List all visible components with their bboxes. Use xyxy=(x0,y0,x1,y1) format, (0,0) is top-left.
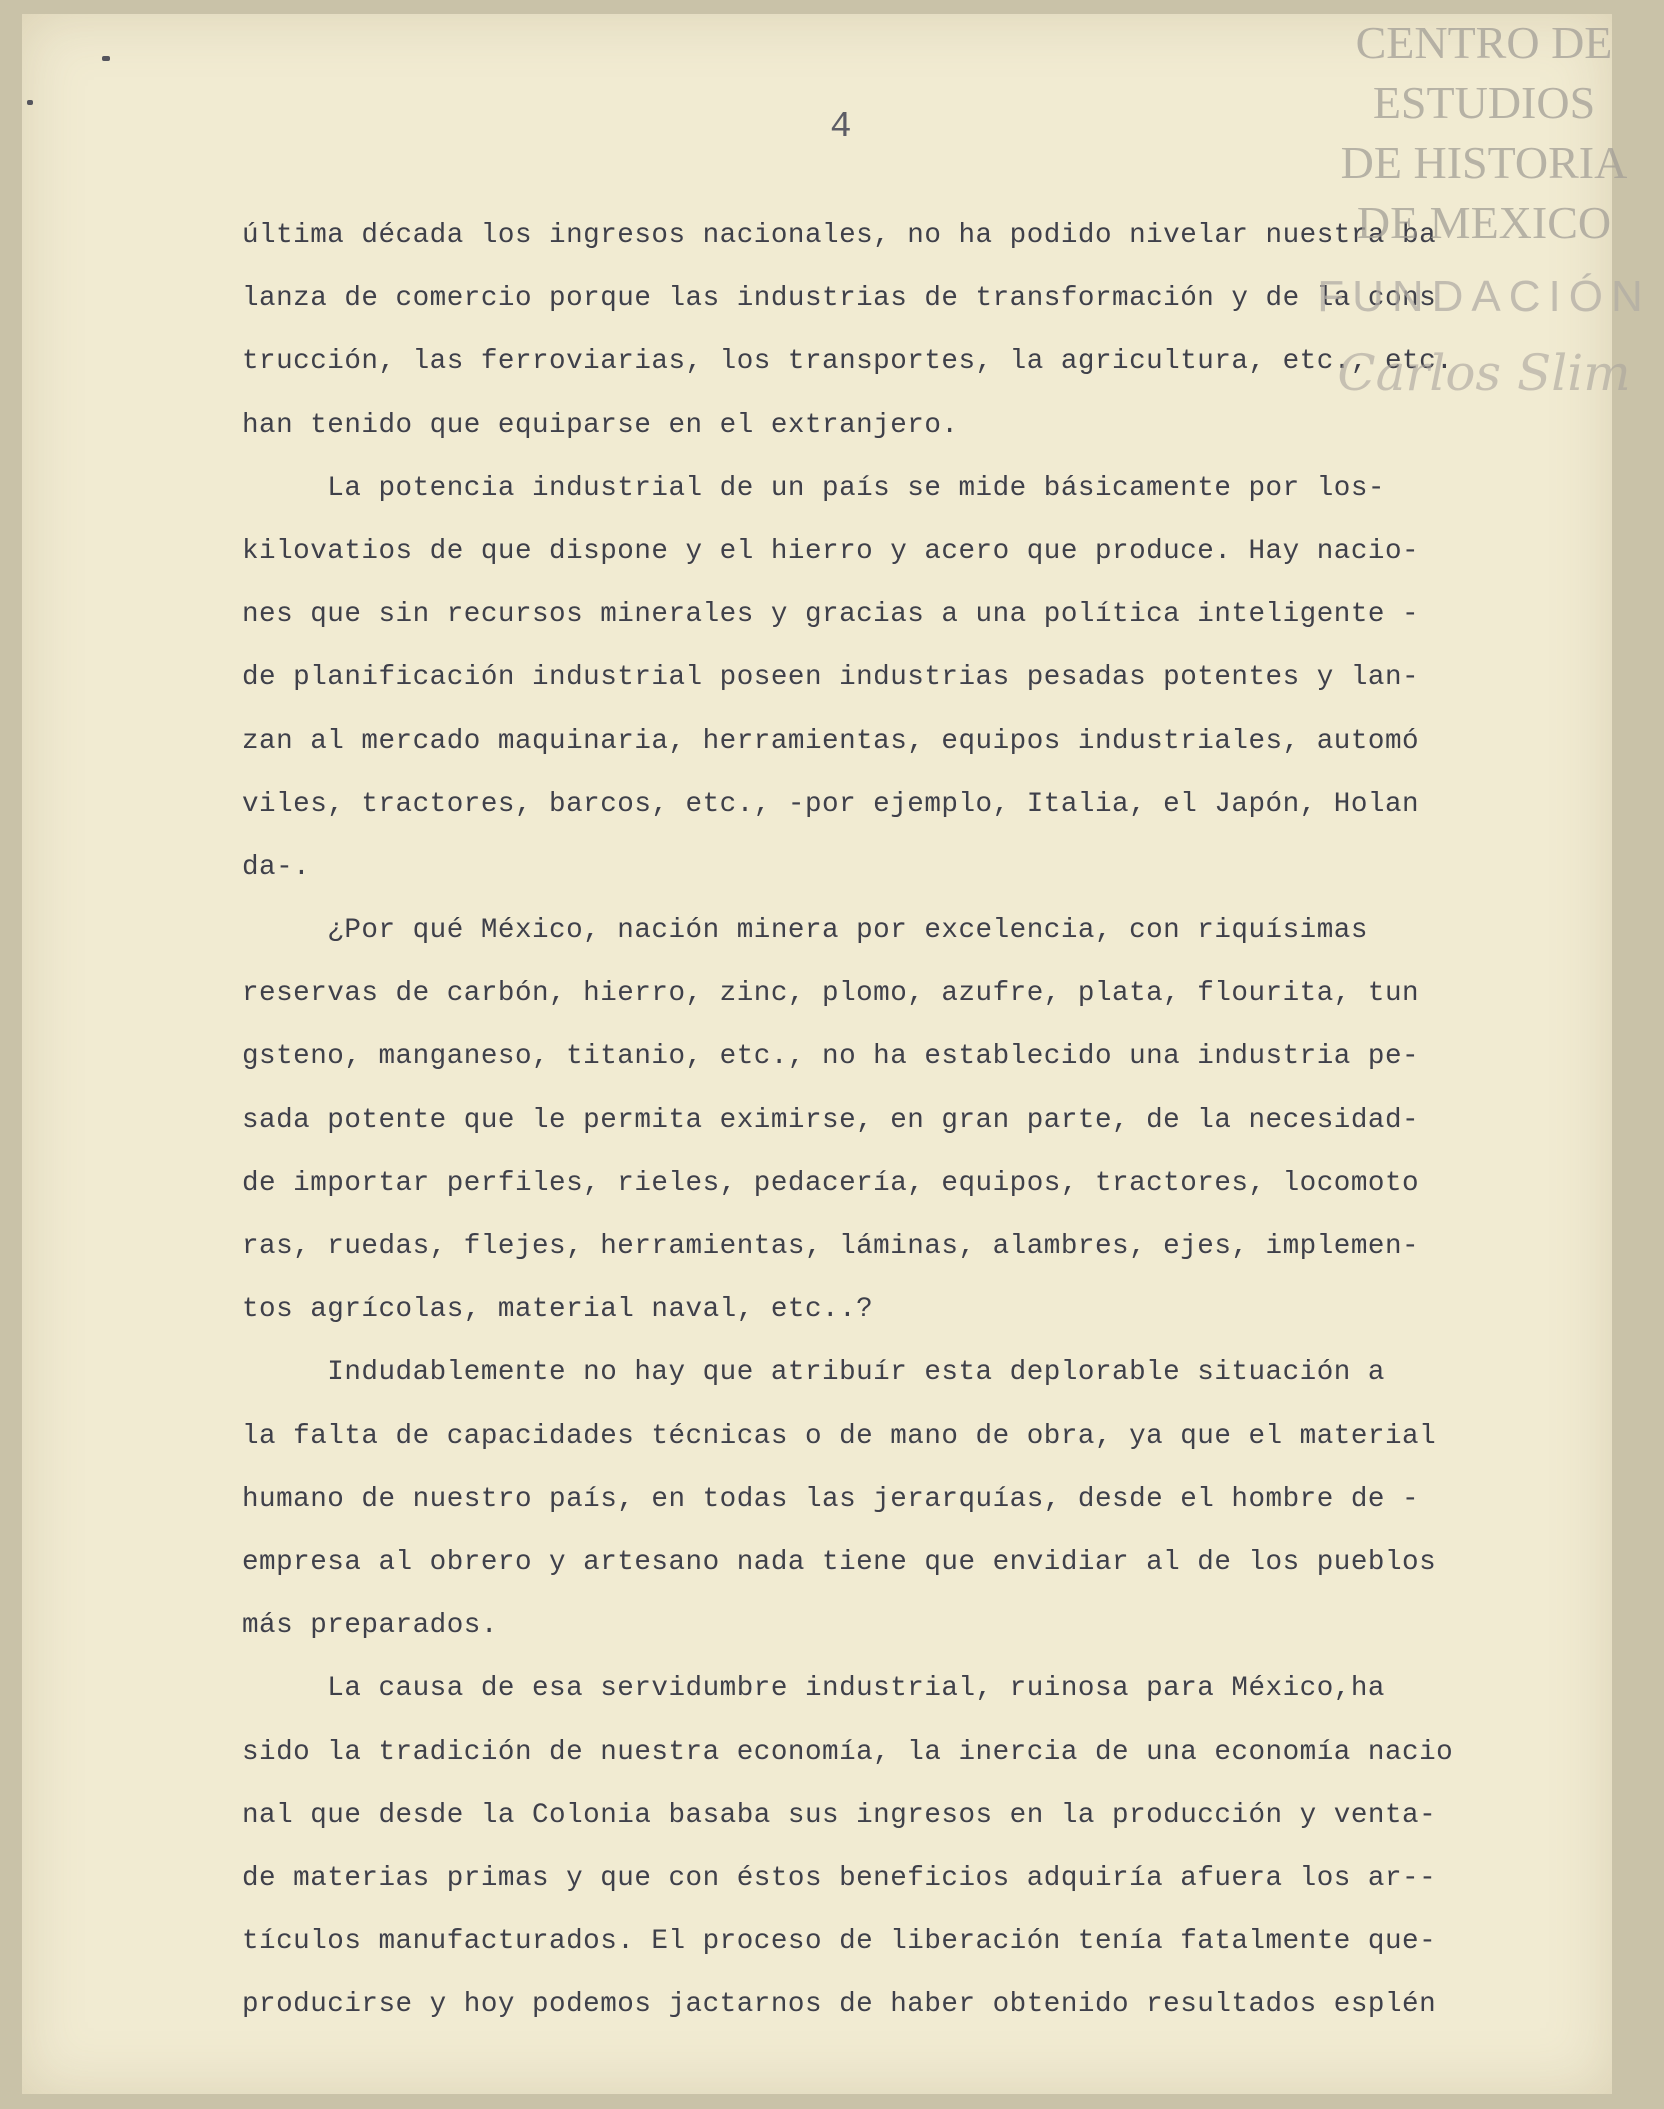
text-line: da-. xyxy=(242,851,311,883)
text-line: de planificación industrial poseen industrias pesadas potentes y lan- xyxy=(242,662,1420,694)
text-line: tos agrícolas, material naval, etc..? xyxy=(242,1294,874,1326)
watermark-line: DE HISTORIA xyxy=(1340,137,1628,188)
text-line: sada potente que le permita eximirse, en gran parte, de la necesidad- xyxy=(242,1104,1420,1136)
margin-mark xyxy=(102,56,110,61)
text-line: han tenido que equiparse en el extranjero. xyxy=(242,409,959,441)
text-line: producirse y hoy podemos jactarnos de haber obtenido resultados esplén xyxy=(242,1989,1437,2021)
text-line: Indudablemente no hay que atribuír esta deplorable situación a xyxy=(242,1357,1385,1389)
text-line: de importar perfiles, rieles, pedacería, equipos, tractores, locomoto xyxy=(242,1167,1420,1199)
watermark-line: ESTUDIOS xyxy=(1372,77,1596,128)
text-line: gsteno, manganeso, titanio, etc., no ha establecido una industria pe- xyxy=(242,1041,1420,1073)
text-line: kilovatios de que dispone y el hierro y acero que produce. Hay nacio- xyxy=(242,535,1420,567)
watermark-foundation: FUNDACIÓN xyxy=(1317,272,1651,321)
page-number: 4 xyxy=(830,106,852,147)
document-page xyxy=(22,14,1651,2094)
margin-mark xyxy=(27,100,33,105)
text-line: trucción, las ferroviarias, los transportes, la agricultura, etc., etc. xyxy=(242,346,1454,378)
text-line: nal que desde la Colonia basaba sus ingresos en la producción y venta- xyxy=(242,1799,1437,1831)
text-line: reservas de carbón, hierro, zinc, plomo, azufre, plata, flourita, tun xyxy=(242,978,1420,1010)
text-line: La potencia industrial de un país se mide básicamente por los- xyxy=(242,472,1385,504)
text-line: última década los ingresos nacionales, no ha podido nivelar nuestra ba xyxy=(242,220,1437,251)
text-line: más preparados. xyxy=(242,1610,498,1642)
text-line: tículos manufacturados. El proceso de liberación tenía fatalmente que- xyxy=(242,1926,1437,1958)
text-line: humano de nuestro país, en todas las jerarquías, desde el hombre de - xyxy=(242,1483,1420,1515)
text-line: viles, tractores, barcos, etc., -por ejemplo, Italia, el Japón, Holan xyxy=(242,788,1420,820)
watermark-signature: Carlos Slim xyxy=(1337,344,1631,402)
text-line: ras, ruedas, flejes, herramientas, láminas, alambres, ejes, implemen- xyxy=(242,1231,1420,1262)
text-line: lanza de comercio porque las industrias de transformación y de la cons xyxy=(242,283,1437,315)
text-line: sido la tradición de nuestra economía, la inercia de una economía nacio xyxy=(242,1736,1454,1768)
typewritten-body xyxy=(242,204,1622,2036)
text-line: nes que sin recursos minerales y gracias a una política inteligente - xyxy=(242,599,1420,631)
watermark-line: CENTRO DE xyxy=(1355,17,1613,68)
text-line: ¿Por qué México, nación minera por excelencia, con riquísimas xyxy=(242,915,1368,947)
text-line: zan al mercado maquinaria, herramientas, equipos industriales, automó xyxy=(242,725,1420,757)
text-line: de materias primas y que con éstos beneficios adquiría afuera los ar-- xyxy=(242,1862,1437,1894)
watermark-line: DE MEXICO xyxy=(1356,197,1612,248)
text-line: empresa al obrero y artesano nada tiene que envidiar al de los pueblos xyxy=(242,1546,1437,1578)
text-line: La causa de esa servidumbre industrial, ruinosa para México,ha xyxy=(242,1673,1385,1705)
text-line: la falta de capacidades técnicas o de mano de obra, ya que el material xyxy=(242,1420,1437,1452)
